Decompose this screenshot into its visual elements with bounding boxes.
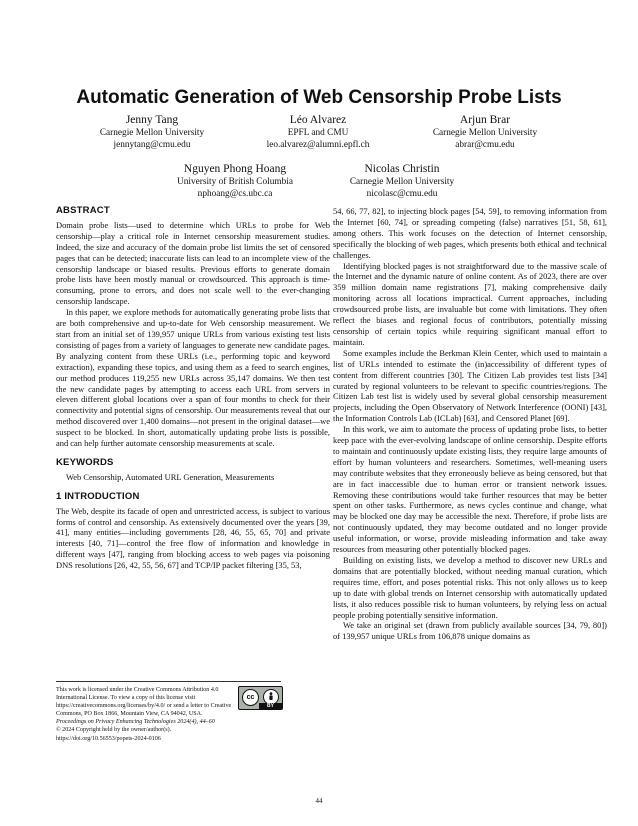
body-paragraph: Identifying blocked pages is not straightforward due to the massive scale of the Internet and the dynamic nature of online content. As of 2023, there are over 359 million domain name registrations [7], making comprehensive daily monitoring across all locations impractical. Current approaches, including crowdsourced probe lists, are invaluable but come with limitations. They often reflect the biases and regional focus of contributors, potentially missing censorship of certain topics while requiring significant manual effort to maintain. [333, 260, 607, 347]
right-column [333, 206, 607, 642]
license-footnote [56, 681, 281, 743]
author-affiliation: Carnegie Mellon University [349, 177, 455, 187]
author-name: Léo Alvarez [289, 114, 347, 126]
author-name: Nguyen Phong Hoang [183, 163, 287, 175]
author-email: abrar@cmu.edu [455, 140, 515, 150]
abstract-heading: ABSTRACT [56, 205, 110, 216]
page-number: 44 [315, 797, 323, 805]
abstract-paragraph: Domain probe lists—used to determine which URLs to probe for Web censorship—play a critical role in Internet censorship measurement studies. Indeed, the size and accuracy of the domain probe list limits the set of censored pages that can be detected; inaccurate lists can lead to an incomplete view of the censorship landscape or biased results. Previous efforts to generate domain probe lists have been mostly manual or crowdsourced. This approach is time-consuming, prone to errors, and does not scale well to the ever-changing censorship landscape. [56, 219, 330, 307]
attribution-person-icon [264, 690, 278, 704]
license-text: This work is licensed under the Creative Commons Attribution 4.0 International License. To view a copy of this license visit https://creativecommons.org/licenses/by/4.0/ or send a letter to Creative Commons, PO Box 1866, Mountain View, CA 94042, USA. [56, 687, 232, 718]
keywords-heading: KEYWORDS [56, 456, 114, 468]
body-paragraph: Some examples include the Berkman Klein Center, which used to maintain a list of URLs intended to estimate the (in)accessibility of different types of content from different countries [30]. The Citizen Lab provides test lists [34] curated by regional volunteers to be relevant to specific countries/regions. The Citizen Lab test list is widely used by several global censorship measurement projects, including the Open Observatory of Network Interference (OONI) [43], the Information Controls Lab (ICLab) [63], and Censored Planet [69]. [333, 347, 607, 424]
body-paragraph: We take an original set (drawn from publicly available sources [34, 79, 80]) of 139,957 unique URLs from 106,878 unique domains as [333, 620, 607, 642]
paper-title: Automatic Generation of Web Censorship Probe Lists [76, 87, 562, 108]
author-name: Arjun Brar [459, 114, 511, 126]
author-email: leo.alvarez@alumni.epfl.ch [266, 140, 370, 150]
cc-by-license-icon [238, 686, 283, 710]
left-column [56, 206, 330, 571]
introduction-heading: 1 INTRODUCTION [56, 490, 140, 502]
author-affiliation: University of British Columbia [177, 177, 293, 187]
body-paragraph: In this work, we aim to automate the process of updating probe lists, to better keep pace with the ever-evolving landscape of online censorship. Despite efforts to maintain and continuously update existing lists, they require large amounts of effort by human volunteers and researchers. Sometimes, well-meaning users may contribute websites that they erroneously believe as being censored, but that are in fact inaccessible due to human error or transient network issues. Removing these contributions would take further resources that may be better spent on other tasks. Furthermore, as news cycles continue and change, what may be blocked one day may be accessible the next. Therefore, if probe lists are not continuously updated, they may become outdated and no longer provide useful information, or worse, provide misleading information and take away resources from measuring other potentially blocked pages. [333, 424, 607, 555]
intro-paragraph: The Web, despite its facade of open and unrestricted access, is subject to various forms of control and censorship. As extensively documented over the years [39, 41], many entities—including governments [28, 46, 55, 65, 70] and private interests [40, 71]—control the free flow of information and knowledge in different ways [47], ranging from blocking access to web pages via poisoning DNS resolutions [26, 42, 55, 56, 67] and TCP/IP packet filtering [35, 53, [56, 505, 330, 571]
author-block [385, 113, 585, 151]
author-email: jennytang@cmu.edu [113, 140, 191, 150]
author-email: nicolasc@cmu.edu [366, 189, 438, 199]
author-affiliation: Carnegie Mellon University [99, 128, 205, 138]
author-block [302, 162, 502, 200]
body-paragraph: 54, 66, 77, 82], to injecting block pages [54, 59], to removing information from the Internet [60, 74], or spreading competing (false) narratives [51, 58, 61], among others. This work focuses on the detection of Internet censorship, specifically the blocking of web pages, which presents both ethical and technical challenges. [333, 206, 607, 260]
author-affiliation: Carnegie Mellon University [432, 128, 538, 138]
body-paragraph: Building on existing lists, we develop a method to discover new URLs and domains that are potentially blocked, without needing manual curation, which requires time, effort, and poses potential risks. This not only allows us to keep up to date with global trends on Internet censorship with automatically updated lists, it also reduces possible risk to human volunteers, by relying less on actual people probing potentially sensitive information. [333, 555, 607, 620]
journal-info: Proceedings on Privacy Enhancing Technologies 2024(4), 44–60 [56, 719, 215, 726]
copyright-notice: © 2024 Copyright held by the owner/author(s). [56, 727, 172, 734]
cc-icon: cc [242, 689, 259, 706]
author-email: nphoang@cs.ubc.ca [197, 189, 273, 199]
author-name: Jenny Tang [125, 114, 179, 126]
keywords-text: Web Censorship, Automated URL Generation, Measurements [66, 471, 275, 482]
abstract-paragraph: In this paper, we explore methods for automatically generating probe lists that are both comprehensive and up-to-date for Web censorship measurement. We start from an initial set of 139,957 unique URLs from various existing test lists consisting of pages from a variety of languages to generate new candidate pages. By analyzing content from these URLs (i.e., performing topic and keyword extraction), expanding these topics, and using them as a feed to search engines, our method produces 119,255 new URLs across 35,147 domains. We then test the new candidate pages by attempting to access each URL from servers in eleven different global locations over a span of four months to check for their connectivity and potential signs of censorship. Our measurements reveal that our method discovered over 1,400 domains—not present in the original dataset—we suspect to be blocked. In short, automatically updating probe lists is possible, and can help further automate censorship measurements at scale. [56, 307, 330, 449]
author-name: Nicolas Christin [364, 163, 440, 175]
by-label: BY [259, 703, 282, 709]
author-affiliation: EPFL and CMU [287, 128, 349, 138]
doi-link[interactable]: https://doi.org/10.56553/popets-2024-0106 [56, 735, 161, 742]
